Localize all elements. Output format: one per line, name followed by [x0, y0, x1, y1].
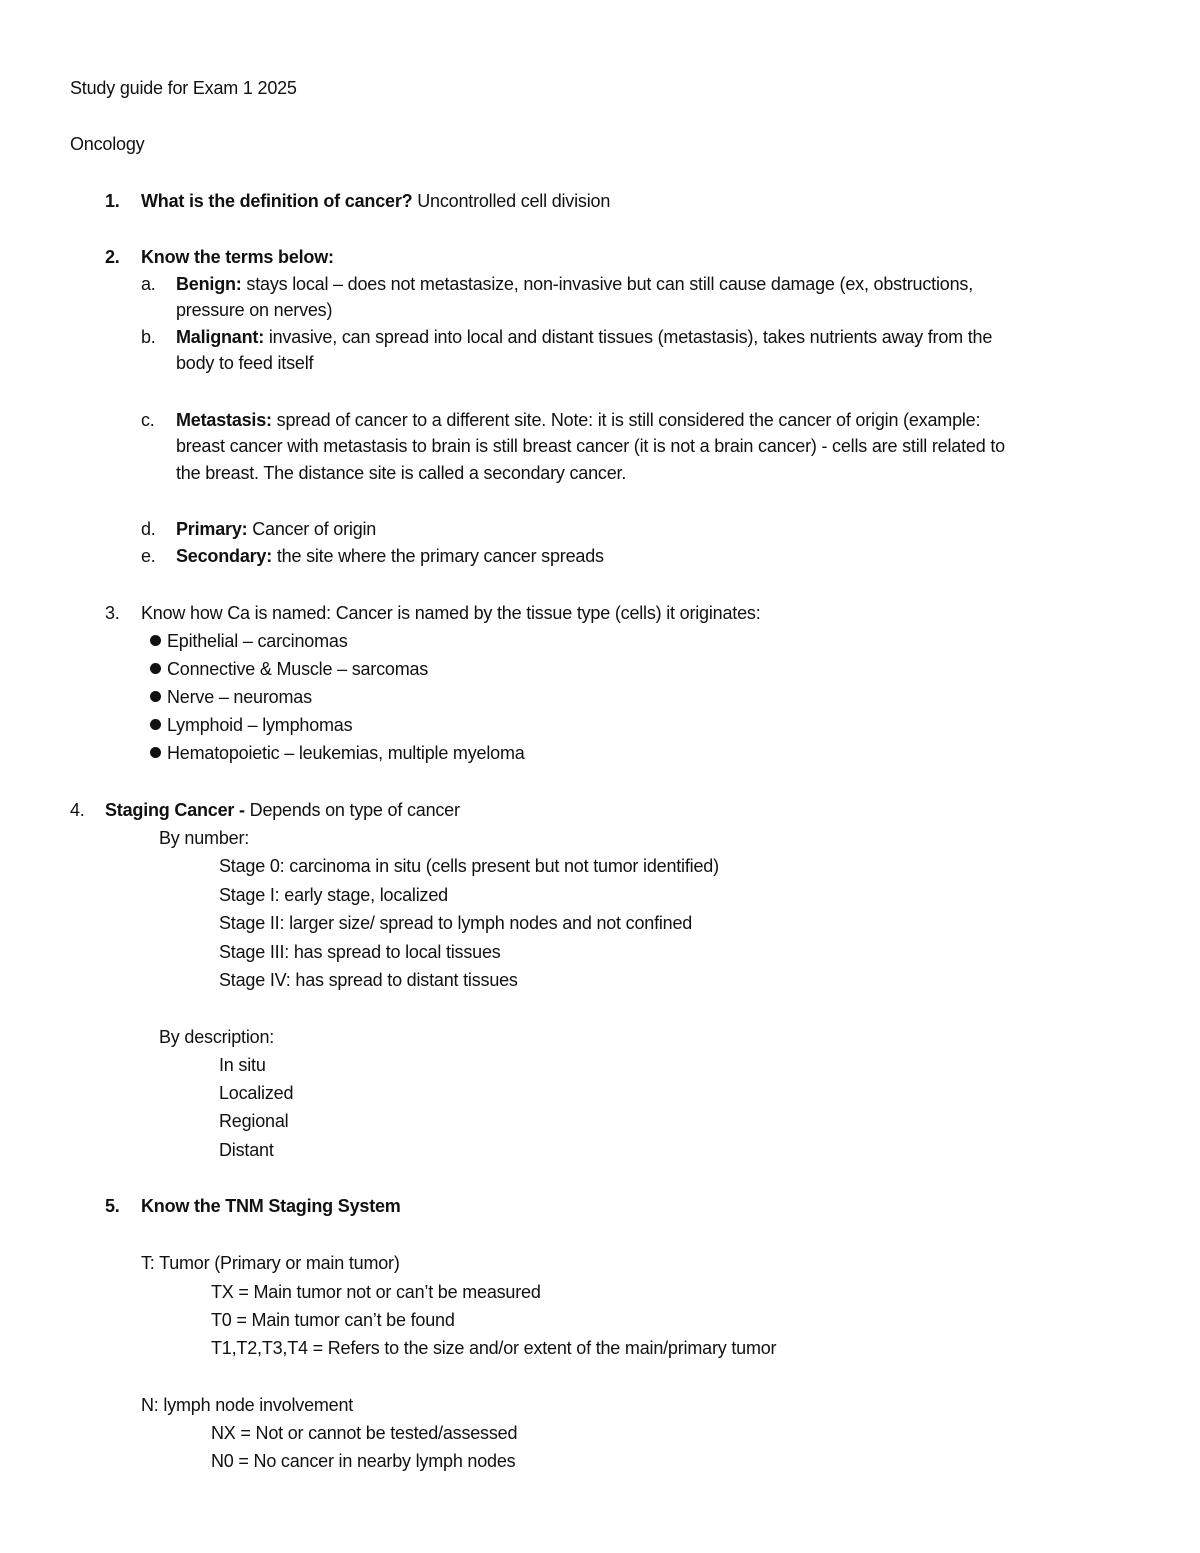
n-item: NX = Not or cannot be tested/assessed [211, 1423, 518, 1443]
bullet-text: Epithelial – carcinomas [167, 631, 348, 651]
term-letter: a. [141, 274, 156, 294]
list-item [150, 742, 525, 764]
term-label: Metastasis: [176, 410, 272, 430]
term-malignant [176, 326, 992, 348]
bullet-text: Connective & Muscle – sarcomas [167, 659, 429, 679]
q5-heading: Know the TNM Staging System [141, 1196, 401, 1216]
term-label: Malignant: [176, 327, 264, 347]
term-definition: spread of cancer to a different site. Note: it is still considered the cancer of origin (example: [276, 410, 981, 430]
n-item: N0 = No cancer in nearby lymph nodes [211, 1451, 516, 1471]
list-item [150, 686, 312, 708]
by-description-label: By description: [159, 1027, 275, 1047]
q1-question: What is the definition of cancer? [141, 191, 413, 211]
description-item: Distant [219, 1140, 274, 1160]
stage-label: Stage 0: [219, 856, 285, 876]
stage-label: Stage IV: [219, 970, 291, 990]
q2-number: 2. [105, 247, 120, 267]
bullet-text: Lymphoid – lymphomas [167, 715, 353, 735]
q1-line [141, 190, 610, 212]
bullet-text: Nerve – neuromas [167, 687, 312, 707]
q4-number: 4. [70, 800, 85, 820]
stage-text: has spread to local tissues [293, 942, 501, 962]
q4-subtitle: Depends on type of cancer [249, 800, 460, 820]
stage-label: Stage II: [219, 913, 285, 933]
q5-number: 5. [105, 1196, 120, 1216]
term-letter: d. [141, 519, 156, 539]
q4-line [105, 799, 460, 821]
stage-row [219, 941, 501, 963]
term-definition: stays local – does not metastasize, non-invasive but can still cause damage (ex, obstructions, [246, 274, 973, 294]
term-letter: b. [141, 327, 156, 347]
stage-row [219, 912, 692, 934]
description-item: In situ [219, 1055, 266, 1075]
stage-text: larger size/ spread to lymph nodes and not confined [289, 913, 693, 933]
term-secondary [176, 545, 604, 567]
term-definition-cont: pressure on nerves) [176, 300, 333, 320]
list-item [150, 630, 348, 652]
term-benign [176, 273, 973, 295]
stage-text: has spread to distant tissues [295, 970, 518, 990]
n-label: N: lymph node involvement [141, 1395, 354, 1415]
term-definition: Cancer of origin [252, 519, 377, 539]
t-label: T: Tumor (Primary or main tumor) [141, 1253, 400, 1273]
t-item: TX = Main tumor not or can’t be measured [211, 1282, 541, 1302]
q3-number: 3. [105, 603, 120, 623]
by-number-label: By number: [159, 828, 250, 848]
term-definition: invasive, can spread into local and distant tissues (metastasis), takes nutrients away from the [268, 327, 993, 347]
q1-answer: Uncontrolled cell division [417, 191, 611, 211]
term-definition-cont: body to feed itself [176, 353, 314, 373]
bullet-icon [150, 719, 161, 730]
stage-label: Stage III: [219, 942, 290, 962]
t-item: T1,T2,T3,T4 = Refers to the size and/or extent of the main/primary tumor [211, 1338, 777, 1358]
term-definition-cont: breast cancer with metastasis to brain is still breast cancer (it is not a brain cancer) - cells are still related to [176, 436, 1005, 456]
q4-heading: Staging Cancer - [105, 800, 245, 820]
term-primary [176, 518, 376, 540]
document-title: Study guide for Exam 1 2025 [70, 78, 297, 98]
stage-row [219, 884, 448, 906]
term-label: Secondary: [176, 546, 273, 566]
description-item: Localized [219, 1083, 294, 1103]
t-item: T0 = Main tumor can’t be found [211, 1310, 455, 1330]
q1-number: 1. [105, 191, 120, 211]
section-heading: Oncology [70, 134, 145, 154]
bullet-icon [150, 691, 161, 702]
q3-text: Know how Ca is named: Cancer is named by the tissue type (cells) it originates: [141, 603, 761, 623]
bullet-text: Hematopoietic – leukemias, multiple myeloma [167, 743, 525, 763]
bullet-icon [150, 663, 161, 674]
description-item: Regional [219, 1111, 289, 1131]
term-definition: the site where the primary cancer spreads [276, 546, 604, 566]
stage-text: early stage, localized [284, 885, 448, 905]
list-item [150, 714, 352, 736]
list-item [150, 658, 428, 680]
term-label: Benign: [176, 274, 242, 294]
term-letter: e. [141, 546, 156, 566]
stage-label: Stage I: [219, 885, 280, 905]
stage-row [219, 855, 719, 877]
term-label: Primary: [176, 519, 248, 539]
term-metastasis [176, 409, 980, 431]
stage-text: carcinoma in situ (cells present but not tumor identified) [289, 856, 719, 876]
q2-heading: Know the terms below: [141, 247, 334, 267]
bullet-icon [150, 635, 161, 646]
term-letter: c. [141, 410, 155, 430]
stage-row [219, 969, 518, 991]
term-definition-cont: the breast. The distance site is called a secondary cancer. [176, 463, 627, 483]
bullet-icon [150, 747, 161, 758]
